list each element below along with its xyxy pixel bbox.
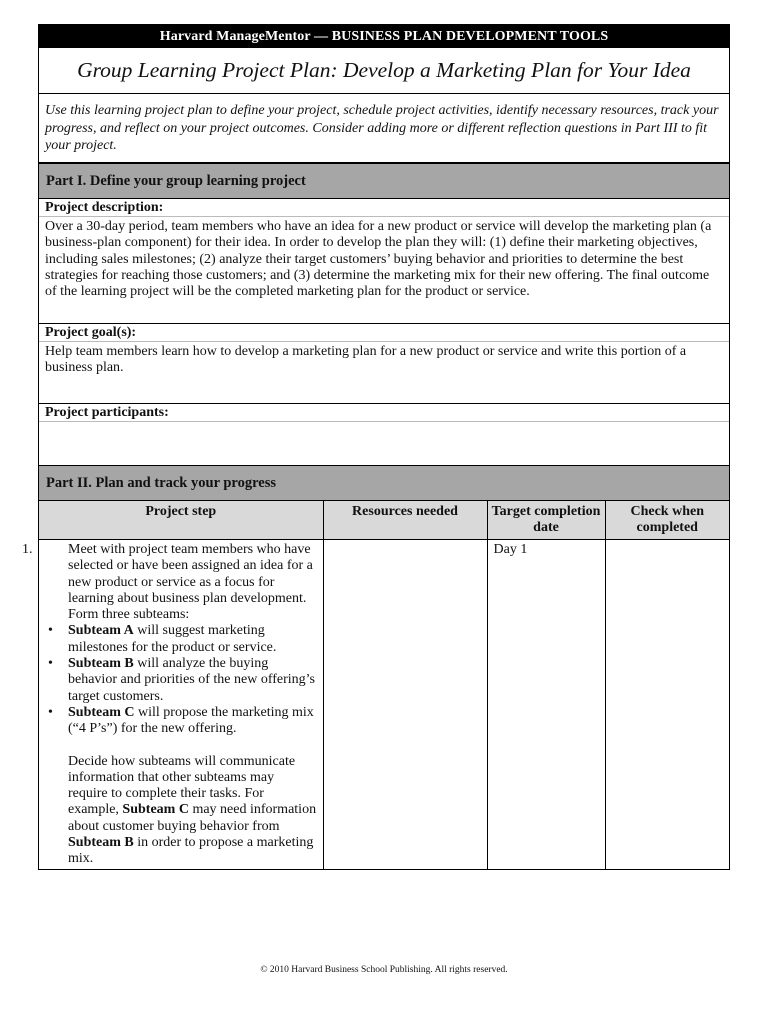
toolkit-banner: Harvard ManageMentor — BUSINESS PLAN DEVELOPMENT TOOLS [39,25,729,48]
list-item [45,705,317,738]
subteam-task: will analyze the buying behavior and priorities of the new offering’s target customers. [68,656,316,704]
project-description-label: Project description: [39,199,729,217]
table-row [39,540,729,870]
part1-heading: Part I. Define your group learning project [39,164,729,199]
note-subteam-b: Subteam B [68,835,134,851]
note-text: Decide how subteams will communicate information that other subteams may require to complete their tasks. For example, [68,753,296,818]
column-header-check: Check when completed [605,501,729,540]
note-text: in order to propose a marketing mix. [68,835,314,867]
target-date-cell[interactable]: Day 1 [487,540,605,870]
step-1 [22,542,317,623]
subteam-task: will suggest marketing milestones for the product or service. [68,623,277,655]
bullet-icon: • [48,704,53,720]
step-intro: Meet with project team members who have selected or have been assigned an idea for a new product or service as a focus for learning about business plan development. Form three subteams: [68,542,313,623]
check-completed-cell[interactable] [605,540,729,870]
subteam-task: will propose the marketing mix (“4 P’s”) for the new offering. [68,704,314,737]
column-header-resources: Resources needed [323,501,487,540]
list-item [45,623,317,656]
resources-needed-cell[interactable] [323,540,487,870]
learning-project-plan [22,24,730,870]
copyright-footer: © 2010 Harvard Business School Publishing. All rights reserved. [260,965,508,975]
note-subteam-c: Subteam C [122,802,189,818]
communication-note [45,754,317,868]
project-goals-label: Project goal(s): [39,324,729,342]
part2-heading: Part II. Plan and track your progress [39,466,729,501]
bullet-icon: • [48,623,53,639]
bullet-icon: • [48,656,53,672]
list-item [45,656,317,705]
table-header-row [39,501,729,540]
intro-text: Use this learning project plan to define your project, schedule project activities, identify necessary resources, track your progress, and reflect on your project outcomes. Consider adding more or different reflection questions in Part III to fit your project. [39,94,729,164]
note-text: may need information about customer buying behavior from [68,802,317,834]
subteam-name: Subteam B [68,656,134,672]
project-steps-table [22,501,729,869]
page-title: Group Learning Project Plan: Develop a Marketing Plan for Your Idea [39,48,729,94]
subteam-name: Subteam C [68,704,135,720]
step-number: 1. [22,542,33,557]
column-header-project-step: Project step [39,501,323,540]
project-participants-field[interactable] [39,422,729,466]
subteam-name: Subteam A [68,623,134,639]
project-description-field[interactable]: Over a 30-day period, team members who have an idea for a new product or service will develop the marketing plan (a business-plan component) for their idea. In order to develop the plan they will: (1) define their marketing objectives, including sales milestones; (2) analyze their target customers’ buying behavior and priorities to determine the best strategies for reaching those customers; and (3) determine the marketing mix for their new offering. The final outcome of the learning project will be the completed marketing plan for the product or service. [39,217,729,324]
project-participants-label: Project participants: [39,404,729,422]
project-step-cell[interactable] [22,540,323,870]
subteam-list [45,623,317,737]
column-header-target-date: Target completion date [487,501,605,540]
project-goals-field[interactable]: Help team members learn how to develop a marketing plan for a new product or service and write this portion of a business plan. [39,342,729,404]
